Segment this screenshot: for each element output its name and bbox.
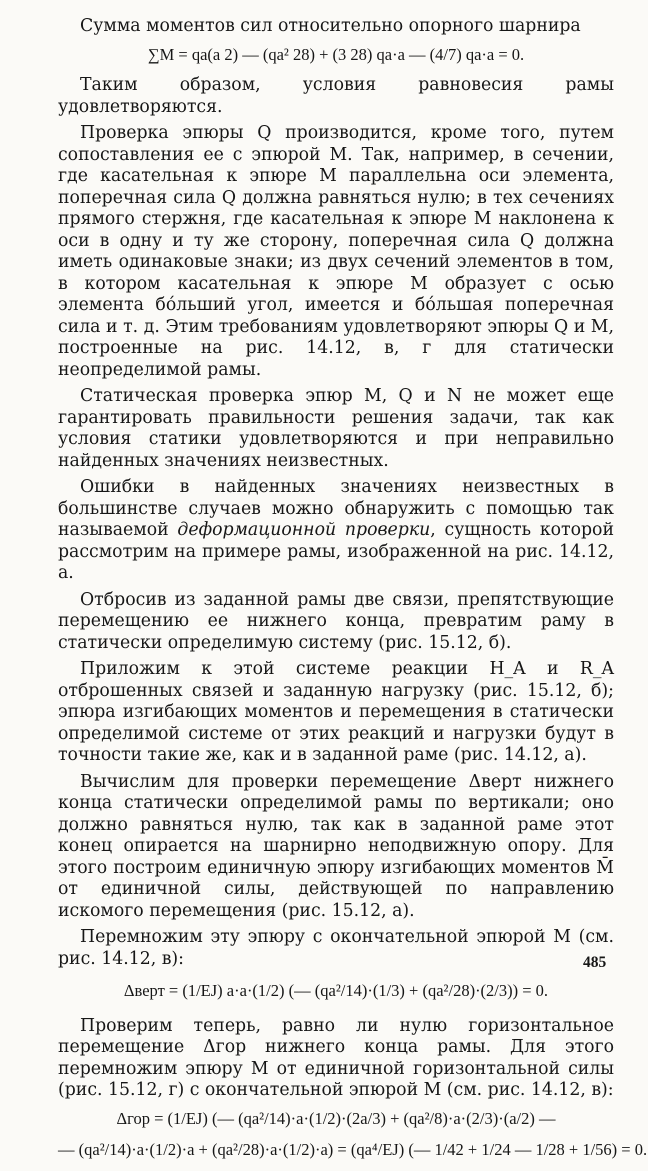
- paragraph: Сумма моментов сил относительно опорного шарнира: [80, 16, 581, 36]
- paragraph-text: Ошибки в найденных значениях неизвестных в большинстве случаев можно обнаружить с помощью так называемой: [58, 477, 614, 540]
- paragraph: Таким образом, условия равновесия рамы удовлетворяются.: [58, 75, 614, 117]
- paragraph: Перемножим эту эпюру с окончательной эпюрой M (см. рис. 14.12, в):: [58, 927, 614, 969]
- paragraph-text: , сущность которой рассмотрим на примере рамы, изображенной на рис. 14.12, а.: [58, 520, 614, 583]
- paragraph: [58, 477, 614, 585]
- equation: ∑M = qa(a 2) — (qa² 28) + (3 28) qa·a — (4/7) qa·a = 0.: [147, 44, 525, 64]
- paragraph: Вычислим для проверки перемещение Δверт нижнего конца статически определимой рамы по вертикали; оно должно равняться нулю, так как в заданной раме этот конец опирается на шарнирно неподвижную опору. Для этого построим единичную эпюру изгибающих моментов M̄ от единичной силы, действующей по направлению искомого перемещения (рис. 15.12, а).: [58, 771, 614, 921]
- paragraph: Статическая проверка эпюр M, Q и N не может еще гарантировать правильности решения задачи, так как условия статики удовлетворяются и при неправильно найденных значениях неизвестных.: [58, 386, 614, 471]
- page-text: [58, 16, 648, 1171]
- paragraph: Проверка эпюры Q производится, кроме того, путем сопоставления ее с эпюрой M. Так, например, в сечении, где касательная к эпюре M параллельна оси элемента, поперечная сила Q должна равняться нулю; в тех сечениях прямого стержня, где касательная к эпюре M наклонена к оси в одну и ту же сторону, поперечная сила Q должна иметь одинаковые знаки; из двух сечений элементов в том, в котором касательная к эпюре M образует с осью элемента бо́льший угол, имеется и бо́льшая поперечная сила и т. д. Этим требованиям удовлетворяют эпюры Q и M, построенные на рис. 14.12, в, г для статически неопределимой рамы.: [58, 123, 614, 380]
- equation: Δверт = (1/EJ) a·a·(1/2) (— (qa²/14)·(1/3) + (qa²/28)·(2/3)) = 0.: [123, 981, 549, 1000]
- equation: — (qa²/14)·a·(1/2)·a + (qa²/28)·a·(1/2)·a) = (qa⁴/EJ) (— 1/42 + 1/24 — 1/28 + 1/56) = 0.: [58, 1140, 648, 1159]
- paragraph: Приложим к этой системе реакции H_A и R_A отброшенных связей и заданную нагрузку (рис. 15.12, б); эпюра изгибающих моментов и перемещения в статически определимой системе от этих реакций и нагрузки будут в точности такие же, как и в заданной раме (рис. 14.12, а).: [58, 659, 614, 765]
- page-number: 485: [583, 954, 607, 971]
- paragraph: Отбросив из заданной рамы две связи, препятствующие перемещению ее нижнего конца, превратим раму в статически определимую систему (рис. 15.12, б).: [58, 589, 614, 653]
- italic-term: деформационной проверки: [177, 520, 431, 540]
- paragraph: Проверим теперь, равно ли нулю горизонтальное перемещение Δгор нижнего конца рамы. Для этого перемножим эпюру M от единичной горизонтальной силы (рис. 15.12, г) с окончательной эпюрой M (см. рис. 14.12, в):: [58, 1015, 614, 1100]
- equation: Δгор = (1/EJ) (— (qa²/14)·a·(1/2)·(2a/3) + (qa²/8)·a·(2/3)·(a/2) —: [116, 1108, 556, 1128]
